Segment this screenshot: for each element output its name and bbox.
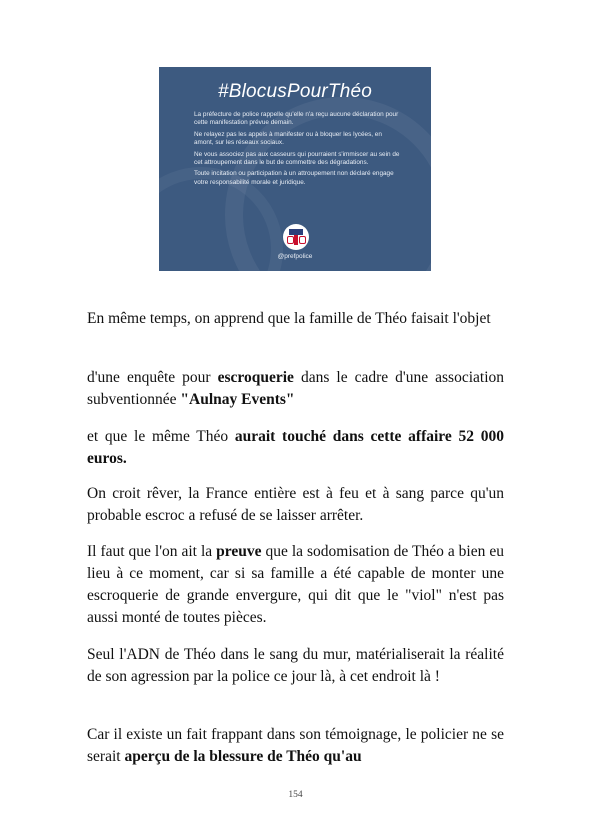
page-number: 154 <box>288 790 303 800</box>
text-run: Seul l'ADN de Théo dans le sang du mur, matérialiserait la réalité de son agression par la police ce jour là, à cet endroit là ! <box>87 646 504 685</box>
paragraph-1 <box>87 308 504 330</box>
graphic-paragraph: La préfecture de police rappelle qu'elle n'a reçu aucune déclaration pour cette manifestation prévue demain. <box>194 111 399 127</box>
graphic-paragraph: Ne vous associez pas aux casseurs qui pourraient s'immiscer au sein de cet attroupement dans le but de commettre des dégradations. <box>194 150 400 167</box>
graphic-title: #BlocusPourThéo <box>217 81 373 102</box>
paragraph-2 <box>87 367 504 411</box>
text-run: et que le même Théo <box>87 428 235 445</box>
paragraph-3 <box>87 426 504 470</box>
text-run: d'une enquête pour <box>87 369 218 386</box>
graphic-body <box>194 111 403 190</box>
graphic-paragraph: Ne relayez pas les appels à manifester ou à bloquer les lycées, en amont, sur les réseaux sociaux. <box>194 130 382 147</box>
text-run: que la sodomisation de Théo a bien eu lieu à ce moment, car si sa famille a été capable de monter une escroquerie de grande envergure, qui dit que le "viol" n'est pas aussi monté de toutes pièces. <box>87 543 504 626</box>
bold-text: "Aulnay Events" <box>180 391 295 408</box>
paragraph-6 <box>87 644 504 688</box>
bold-text: preuve <box>216 543 262 560</box>
paragraph-5 <box>87 541 504 629</box>
text-run: En même temps, on apprend que la famille de Théo faisait l'objet <box>87 310 491 327</box>
text-run: Car il existe un fait frappant dans son témoignage, le policier ne se serait <box>87 726 504 765</box>
bold-text: aperçu de la blessure de Théo qu'au <box>124 748 362 765</box>
text-run: Il faut que l'on ait la <box>87 543 217 560</box>
graphic-handle: @prefpolice <box>277 253 313 260</box>
paragraph-4 <box>87 483 504 527</box>
bold-text: escroquerie <box>217 369 294 386</box>
text-run: On croit rêver, la France entière est à feu et à sang parce qu'un probable escroc a refusé de se laisser arrêter. <box>87 485 504 524</box>
social-media-graphic <box>159 67 431 271</box>
bold-text: aurait touché dans cette affaire 52 000 euros. <box>87 428 504 467</box>
graphic-paragraph: Toute incitation ou participation à un attroupement non déclaré engage votre responsabilité morale et juridique. <box>194 170 394 186</box>
police-prefecture-logo-icon <box>283 224 309 250</box>
text-run: dans le cadre d'une association subventionnée <box>87 369 504 408</box>
paragraph-7 <box>87 724 504 768</box>
